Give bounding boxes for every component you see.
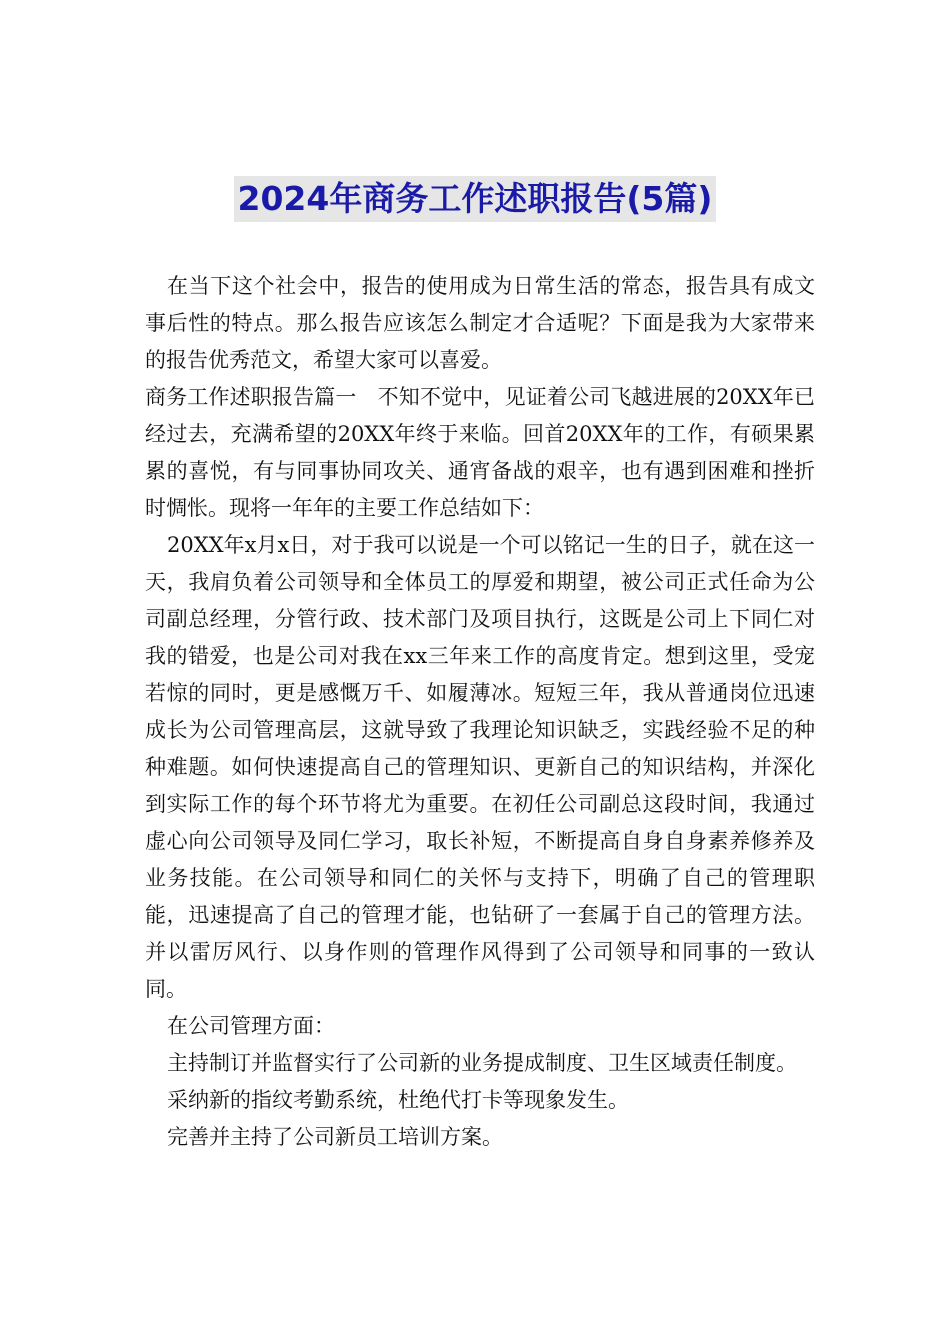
document-body	[145, 268, 815, 1156]
title-container	[0, 176, 950, 222]
paragraph-appointment: 20XX年x月x日，对于我可以说是一个可以铭记一生的日子，就在这一天，我肩负着公司领导和全体员工的厚爱和期望，被公司正式任命为公司副总经理，分管行政、技术部门及项目执行，这既是公司上下同仁对我的错爱，也是公司对我在xx三年来工作的高度肯定。想到这里，受宠若惊的同时，更是感慨万千、如履薄冰。短短三年，我从普通岗位迅速成长为公司管理高层，这就导致了我理论知识缺乏，实践经验不足的种种难题。如何快速提高自己的管理知识、更新自己的知识结构，并深化到实际工作的每个环节将尤为重要。在初任公司副总这段时间，我通过虚心向公司领导及同仁学习，取长补短，不断提高自身自身素养修养及业务技能。在公司领导和同仁的关怀与支持下，明确了自己的管理职能，迅速提高了自己的管理才能，也钻研了一套属于自己的管理方法。并以雷厉风行、以身作则的管理作风得到了公司领导和同事的一致认同。	[145, 533, 815, 1001]
paragraph-item-commission: 主持制订并监督实行了公司新的业务提成制度、卫生区域责任制度。	[167, 1051, 797, 1075]
paragraph-chapter-one: 商务工作述职报告篇一 不知不觉中，见证着公司飞越进展的20XX年已经过去，充满希望的20XX年终于来临。回首20XX年的工作，有硕果累累的喜悦，有与同事协同攻关、通宵备战的艰辛，也有遇到困难和挫折时惆怅。现将一年年的主要工作总结如下：	[145, 385, 815, 520]
paragraph-intro: 在当下这个社会中，报告的使用成为日常生活的常态，报告具有成文事后性的特点。那么报告应该怎么制定才合适呢？下面是我为大家带来的报告优秀范文，希望大家可以喜爱。	[145, 274, 815, 372]
paragraph-management-heading: 在公司管理方面：	[167, 1014, 335, 1038]
paragraph-item-fingerprint: 采纳新的指纹考勤系统，杜绝代打卡等现象发生。	[167, 1088, 629, 1112]
paragraph-item-training: 完善并主持了公司新员工培训方案。	[167, 1125, 503, 1149]
document-title: 2024年商务工作述职报告(5篇)	[234, 176, 717, 222]
